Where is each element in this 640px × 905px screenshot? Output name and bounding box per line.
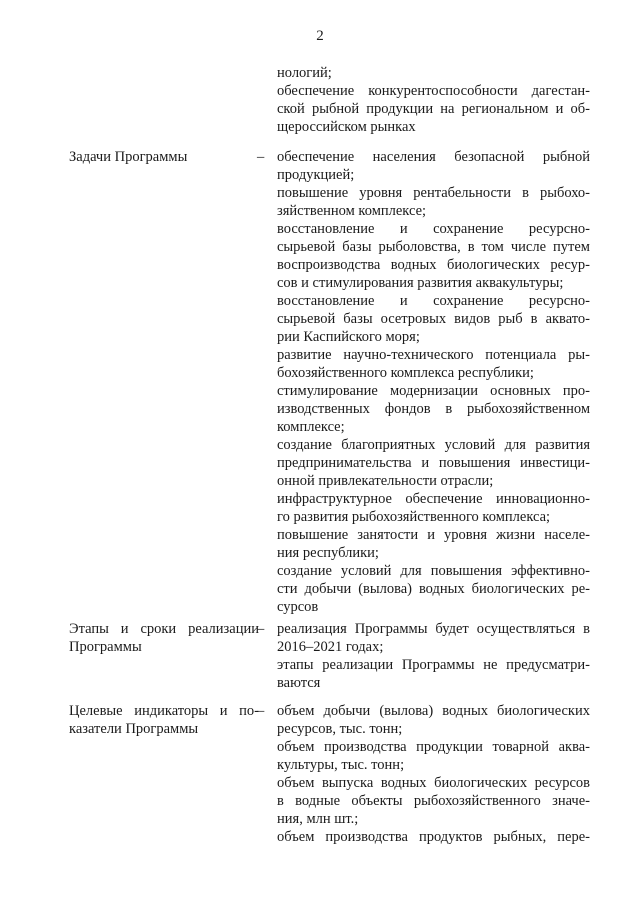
content-line: ваются bbox=[277, 675, 321, 691]
content-line: 2016–2021 годах; bbox=[277, 639, 384, 655]
content-line: развитие научно-технического потенциала ры- bbox=[277, 347, 590, 363]
content-line: стимулирование модернизации основных про- bbox=[277, 383, 590, 399]
content-line: бохозяйственного комплекса республики; bbox=[277, 365, 534, 381]
content-line: сурсов bbox=[277, 599, 319, 615]
content-line: рии Каспийского моря; bbox=[277, 329, 420, 345]
content-line: воспроизводства водных биологических ресур- bbox=[277, 257, 590, 273]
tasks-label bbox=[69, 148, 259, 166]
content-line: повышение занятости и уровня жизни населе- bbox=[277, 527, 590, 543]
content-line: ресурсов, тыс. тонн; bbox=[277, 721, 403, 737]
content-line: зяйственном комплексе; bbox=[277, 203, 427, 219]
label-line: Этапы и сроки реализации bbox=[69, 621, 259, 637]
content-line: обеспечение конкурентоспособности дагестан- bbox=[277, 83, 590, 99]
tasks-content bbox=[277, 148, 590, 616]
content-line: щероссийском рынках bbox=[277, 119, 416, 135]
content-line: сов и стимулирования развития аквакультуры; bbox=[277, 275, 564, 291]
content-line: создание благоприятных условий для развития bbox=[277, 437, 590, 453]
indicators-content bbox=[277, 702, 590, 846]
indicators-label bbox=[69, 702, 259, 738]
stages-content bbox=[277, 620, 590, 692]
dash-separator: – bbox=[257, 703, 265, 719]
content-line: ния республики; bbox=[277, 545, 379, 561]
content-line: нологий; bbox=[277, 65, 332, 81]
label-line: Целевые индикаторы и по- bbox=[69, 703, 259, 719]
dash-separator: – bbox=[257, 621, 265, 637]
content-line: сти добычи (вылова) водных биологических ре- bbox=[277, 581, 590, 597]
label-line: казатели Программы bbox=[69, 721, 199, 737]
goals-content bbox=[277, 64, 590, 136]
content-line: восстановление и сохранение ресурсно- bbox=[277, 221, 590, 237]
dash-separator: – bbox=[257, 149, 265, 165]
page-number: 2 bbox=[316, 28, 324, 44]
content-line: объем добычи (вылова) водных биологических bbox=[277, 703, 590, 719]
content-line: объем производства продуктов рыбных, пере- bbox=[277, 829, 590, 845]
label-line: Задачи Программы bbox=[69, 149, 188, 165]
content-line: комплексе; bbox=[277, 419, 345, 435]
content-line: объем производства продукции товарной аква- bbox=[277, 739, 590, 755]
content-line: этапы реализации Программы не предусматри- bbox=[277, 657, 590, 673]
content-line: восстановление и сохранение ресурсно- bbox=[277, 293, 590, 309]
content-line: ния, млн шт.; bbox=[277, 811, 359, 827]
content-line: реализация Программы будет осуществляться в bbox=[277, 621, 590, 637]
stages-label bbox=[69, 620, 259, 656]
label-line: Программы bbox=[69, 639, 142, 655]
content-line: сырьевой базы рыболовства, в том числе путем bbox=[277, 239, 590, 255]
content-line: в водные объекты рыбохозяйственного значе- bbox=[277, 793, 590, 809]
content-line: продукцией; bbox=[277, 167, 355, 183]
content-line: го развития рыбохозяйственного комплекса; bbox=[277, 509, 551, 525]
content-line: инфраструктурное обеспечение инновационно- bbox=[277, 491, 590, 507]
content-line: онной привлекательности отрасли; bbox=[277, 473, 494, 489]
content-line: культуры, тыс. тонн; bbox=[277, 757, 405, 773]
content-line: объем выпуска водных биологических ресурсов bbox=[277, 775, 590, 791]
content-line: создание условий для повышения эффективно- bbox=[277, 563, 590, 579]
content-line: обеспечение населения безопасной рыбной bbox=[277, 149, 590, 165]
content-line: изводственных фондов в рыбохозяйственном bbox=[277, 401, 590, 417]
content-line: предпринимательства и повышения инвестици- bbox=[277, 455, 590, 471]
content-line: сырьевой базы осетровых видов рыб в аквато- bbox=[277, 311, 590, 327]
content-line: ской рыбной продукции на региональном и об- bbox=[277, 101, 590, 117]
content-line: повышение уровня рентабельности в рыбохо- bbox=[277, 185, 590, 201]
